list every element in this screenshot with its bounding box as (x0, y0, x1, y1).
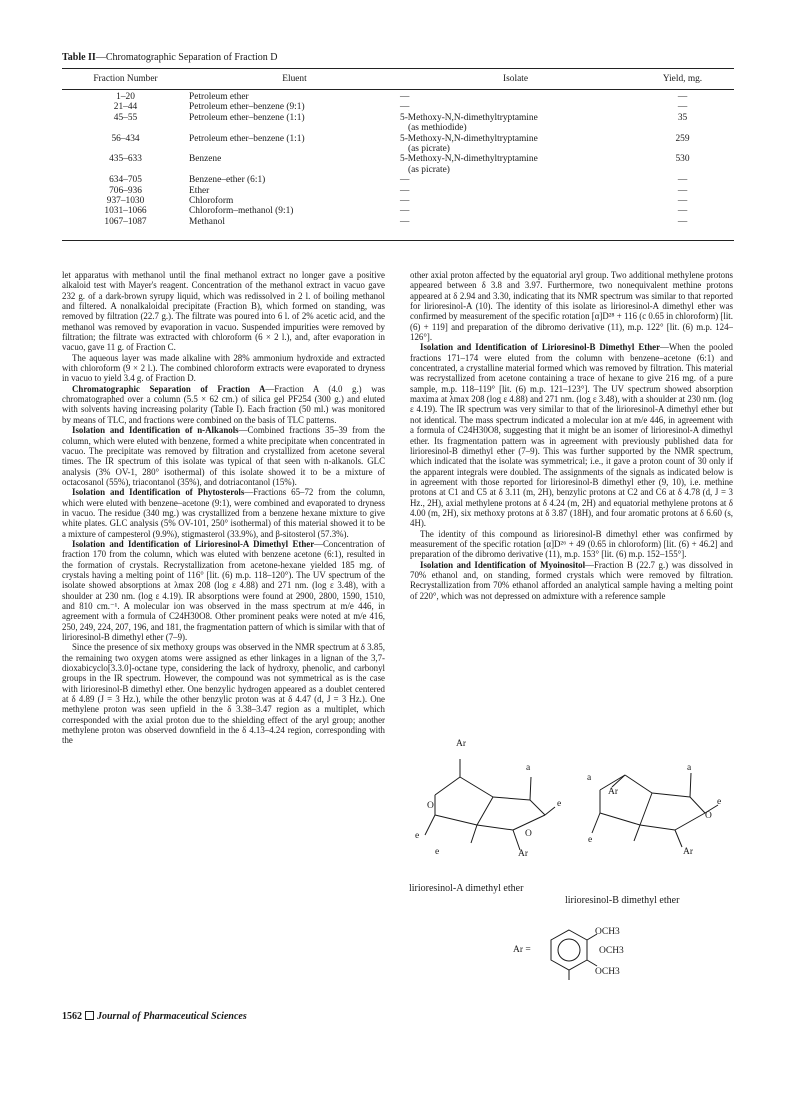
label-e-a-left: e (415, 831, 420, 841)
cell-yield: — (677, 206, 688, 217)
section-heading: Isolation and Identification of Phytosterols (72, 487, 245, 498)
cell-isolate (400, 92, 631, 102)
cell-eluent: Ether (189, 185, 210, 196)
cell-fraction-number: 937–1030 (106, 196, 145, 207)
cell-eluent: Petroleum ether–benzene (1:1) (189, 112, 305, 123)
cell-fraction-number: 21–44 (113, 102, 138, 113)
paragraph (62, 384, 385, 425)
header-yield: Yield, mg. (662, 73, 703, 84)
table-row (62, 113, 734, 134)
cell-isolate (400, 175, 631, 185)
cell-fraction-number: 1031–1066 (104, 206, 147, 217)
table-caption-text: —Chromatographic Separation of Fraction D (95, 52, 278, 63)
table-bottom-rule (62, 240, 734, 241)
cell-yield: — (677, 175, 688, 186)
paragraph-text: —Combined fractions 35–39 from the column, which were eluted with benzene, formed a white precipitate when concentrated in vacuo. The precipitate was removed by filtration and crystallized from acetone several times. The IR spectrum of this isolate was typical of that seen with n-alkanols. GLC analysis (3% OV-1, 280° isothermal) of this isolate showed it to be a mixture of octacosanol (55%), triacontanol (35%), and dotriacontanol (15%). (62, 425, 385, 487)
cell-yield: — (677, 92, 688, 102)
cell-yield: — (677, 196, 688, 207)
label-ar-a-bottom: Ar (518, 849, 529, 859)
table-row (62, 206, 734, 216)
table-row (62, 217, 734, 227)
cell-fraction-number: 634–705 (109, 175, 142, 186)
isolate-name: — (400, 185, 410, 196)
page-number: 1562 (62, 1011, 82, 1022)
cell-eluent: Chloroform (189, 196, 234, 207)
table-row (62, 92, 734, 102)
paragraph-text: —When the pooled fractions 171–174 were eluted from the column with benzene–acetone (6:1) and concentrated, a crystalline material formed which was removed by filtration. This material was recrystallized from acetone containing a trace of hexane to give 216 mg. of a pure sample, m.p. 118–119° [lit. (6) m.p. 121–123°]. The UV spectrum showed absorption maxima at λmax 208 (log ε 4.88) and 271 nm. (log ε 3.48), with a shoulder at 230 nm. (log ε 4.19). The IR spectrum was very similar to that of the lirioresinol-A dimethyl ether but not identical. The mass spectrum indicated a molecular ion at m/e 446, in agreement with a formula of C24H30O8, suggesting that it might be an isomer of lirioresinol-A dimethyl ether. Its fragmentation pattern was in agreement with previously published data for lirioresinol-B dimethyl ether (7–9). This was further supported by the NMR spectrum, which indicated that the isolate was symmetrical; i.e., it gave a proton count of 30 only if the apparent integrals were doubled. The assignments of the signals as indicated below is in agreement with those reported for lirioresinol-B dimethyl ether (9, 10), i.e. methine protons at C1 and C5 at δ 3.11 (m, 2H), benzylic protons at C2 and C6 at δ 4.78 (d, J = 3 Hz., 2H), axial methylene protons at δ 4.24 (m, 2H) and equatorial methylene protons at δ 4.00 (m, 2H), six methoxy protons at δ 3.87 (18H), and four aromatic protons at δ 6.60 (s, 4H). (410, 342, 733, 529)
cell-isolate (400, 217, 631, 227)
label-a-b-right: a (687, 763, 692, 773)
cell-isolate (400, 102, 631, 112)
paragraph-text: —Fractions 65–72 from the column, which were eluted with benzene–acetone (9:1), were combined and evaporated to dryness in vacuo. The residue (340 mg.) was crystallized from a benzene hexane mixture to give white plates. GLC analysis (5% OV-101, 250° isothermal) of this material showed it to be a mixture of campesterol (9.9%), stigmasterol (33.9%), and β-sitosterol (57.3%). (62, 487, 385, 539)
label-e-a-bottom: e (435, 847, 440, 857)
header-fraction-number: Fraction Number (93, 73, 158, 84)
section-heading: Chromatographic Separation of Fraction A (72, 383, 266, 394)
paragraph (410, 560, 733, 601)
isolate-name: — (400, 206, 410, 217)
paragraph-text: Since the presence of six methoxy groups was observed in the NMR spectrum at δ 3.85, the remaining two oxygen atoms were assigned as ether linkages in a lignan of the 3,7-dioxabicyclo[3.3.0]-octane type, considering the lack of hydroxy, phenolic, and carbonyl groups in the IR spectrum. However, the compound was not symmetrical as is the case with lirioresinol-B dimethyl ether. One benzylic hydrogen appeared as a doublet centered at δ 4.89 (J = 3 Hz.), while the other benzylic proton was at δ 4.47 (d, J = 3 Hz.). One methylene proton was seen upfield in the δ 3.38–3.47 region as a multiplet, which corresponded with the axial proton due to the shielding effect of the aryl group; another methylene proton was observed downfield in the δ 4.13–4.24 region, corresponding with the (62, 642, 385, 746)
right-text-column (410, 270, 733, 735)
isolate-name: — (400, 216, 410, 227)
label-a-axial-a: a (526, 763, 531, 773)
cell-yield: 259 (675, 133, 690, 144)
table-row (62, 175, 734, 185)
isolate-name: 5-Methoxy-N,N-dimethyltryptamine (400, 133, 538, 144)
section-heading: Isolation and Identification of Myoinositol (420, 559, 586, 570)
label-ome-middle: OCH3 (599, 946, 624, 956)
cell-yield: — (677, 216, 688, 227)
paragraph (410, 342, 733, 528)
label-e-b-left: e (588, 835, 593, 845)
paragraph (62, 539, 385, 642)
cell-isolate (400, 196, 631, 206)
paragraph-text: The aqueous layer was made alkaline with 28% ammonium hydroxide and extracted with chloroform (9 × 2 l.). The combined chloroform extracts were evaporated to dryness in vacuo to yield 3.4 g. of Fraction D. (62, 352, 385, 384)
label-ar-b-top: Ar (608, 787, 619, 797)
cell-yield: — (677, 185, 688, 196)
label-ar-a-top: Ar (456, 739, 467, 749)
cell-isolate (400, 134, 631, 155)
label-ome-bottom: OCH3 (595, 967, 620, 977)
label-e-b-right: e (717, 797, 722, 807)
cell-isolate (400, 186, 631, 196)
left-text-column (62, 270, 385, 746)
table-caption-label: Table II (62, 52, 96, 63)
table-row (62, 196, 734, 206)
isolate-name: 5-Methoxy-N,N-dimethyltryptamine (400, 154, 538, 165)
cell-eluent: Methanol (189, 216, 225, 227)
cell-fraction-number: 435–633 (109, 154, 142, 165)
isolate-name: — (400, 92, 410, 102)
cell-eluent: Chloroform–methanol (9:1) (189, 206, 294, 217)
isolate-name: — (400, 175, 410, 186)
cell-fraction-number: 1–20 (116, 92, 135, 102)
paragraph (62, 642, 385, 745)
page-footer (62, 1011, 247, 1022)
label-ome-top: OCH3 (595, 927, 620, 937)
section-heading: Isolation and Identification of n-Alkanols (72, 425, 239, 436)
table-row (62, 134, 734, 155)
label-ar-definition: Ar = (513, 945, 531, 955)
cell-isolate (400, 154, 631, 175)
table-caption (62, 52, 277, 63)
paragraph (410, 529, 733, 560)
paragraph (62, 270, 385, 353)
lirioresinol-b-structure (570, 735, 735, 875)
table-row (62, 186, 734, 196)
cell-eluent: Benzene–ether (6:1) (189, 175, 266, 186)
header-isolate: Isolate (503, 73, 528, 84)
cell-fraction-number: 1067–1087 (104, 216, 147, 227)
paragraph-text: —Fraction A (4.0 g.) was chromatographed over a column (5.5 × 62 cm.) of silica gel PF254 (300 g.) and eluted with solvents having increasing polarity (Table I). Each fraction (50 ml.) was monitored by means of TLC, and fractions were combined on the basis of TLC patterns. (62, 383, 386, 425)
cell-isolate (400, 206, 631, 216)
paragraph-text: —Concentration of fraction 170 from the column, which was eluted with benzene acetone (6:1), resulted in the formation of crystals. Recrystallization from acetone-hexane yielded 185 mg. of crystals having a melting point of 116° [lit. (6) m.p. 118–120°). The UV spectrum of the isolate showed absorptions at λmax 208 (log ε 4.88) and 271 nm. (log ε 3.48), with a shoulder at 230 nm. (log ε 4.19). IR absorptions were found at 2900, 2800, 1590, 1510, and 810 cm.⁻¹. A molecular ion was observed in the mass spectrum at m/e 446, in agreement with a formula of C24H30O8. Other prominent peaks were noted at m/e 416, 250, 249, 224, 207, 196, and 181, the fragmentation pattern of which is similar with that of lirioresinol-B dimethyl ether (7–9). (62, 538, 385, 643)
caption-lirioresinol-b: lirioresinol-B dimethyl ether (565, 895, 680, 906)
cell-yield: — (677, 102, 688, 113)
section-heading: Isolation and Identification of Lirioresinol-B Dimethyl Ether (420, 342, 661, 353)
cell-fraction-number: 45–55 (113, 112, 138, 123)
label-e-equatorial-a: e (557, 799, 562, 809)
cell-eluent: Petroleum ether–benzene (9:1) (189, 102, 305, 113)
label-o-b-right: O (705, 811, 712, 821)
label-o-a-left: O (427, 801, 434, 811)
fraction-table (62, 72, 734, 227)
table-row (62, 154, 734, 175)
paragraph (62, 353, 385, 384)
isolate-form: (as picrate) (408, 144, 450, 155)
paragraph-text: let apparatus with methanol until the final methanol extract no longer gave a positive alkaloid test with Mayer's reagent. Concentration of the methanol extract in vacuo gave 232 g. of a dark-brown syrupy liquid, which was redissolved in 2 l. of boiling methanol and filtered. A nonalkaloidal precipitate (Fraction B), which formed on standing, was removed by filtration (22.7 g.). The filtrate was poured into 6 l. of 2% acetic acid, and the methanol was removed by evaporation in vacuo. Suspended impurities were removed by filtration; the filtrate was extracted with chloroform (6 × 2 l.), and, after evaporation in vacuo, gave 11 g. of Fraction C. (62, 270, 385, 353)
cell-yield: 530 (675, 154, 690, 165)
paragraph-text: other axial proton affected by the equatorial aryl group. Two additional methylene protons appeared between δ 3.8 and 3.97. Furthermore, two nonequivalent methine protons appeared at δ 2.94 and 3.30, indicating that its NMR spectrum was similar to that reported for lirioresinol-A (10). The identity of this isolate as lirioresinol-A dimethyl ether was confirmed by measurement of the specific rotation [α]D²⁸ + 116 (c 0.65 in chloroform) [lit. (6) + 119] and preparation of the dibromo derivative (11), m.p. 122° [lit. (6) m.p. 124–126°]. (410, 270, 733, 343)
cell-fraction-number: 56–434 (111, 133, 140, 144)
table-row (62, 102, 734, 112)
paragraph (62, 425, 385, 487)
paragraph-text: —Fraction B (22.7 g.) was dissolved in 70% ethanol and, on standing, formed crystals which were removed by filtration. Recrystallization from 70% ethanol afforded an analytical sample having a melting point of 220°, which was not depressed on admixture with a reference sample (410, 559, 733, 601)
table-header-row (62, 72, 734, 92)
structures-figure (405, 735, 735, 980)
label-o-a-right: O (525, 829, 532, 839)
isolate-form: (as picrate) (408, 164, 450, 175)
aryl-ring-structure (539, 922, 599, 982)
caption-lirioresinol-a: lirioresinol-A dimethyl ether (409, 883, 524, 894)
label-ar-b-bottom: Ar (683, 847, 694, 857)
paragraph (410, 270, 733, 342)
cell-yield: 35 (677, 112, 688, 123)
cell-isolate (400, 113, 631, 134)
label-a-b-left: a (587, 773, 592, 783)
isolate-name: 5-Methoxy-N,N-dimethyltryptamine (400, 112, 538, 123)
section-heading: Isolation and Identification of Lirioresinol-A Dimethyl Ether (72, 538, 315, 549)
isolate-form: (as methiodide) (408, 123, 467, 134)
table-top-rule (62, 68, 734, 69)
paragraph-text: The identity of this compound as lirioresinol-B dimethyl ether was confirmed by measurement of the specific rotation [α]D²⁶ + 49 (0.65 in chloroform) [lit. (6) + 46.2] and preparation of the dibromo derivative (11), m.p. 153° [lit. (6) m.p. 152–155°]. (410, 528, 733, 560)
cell-eluent: Petroleum ether (189, 92, 249, 102)
paragraph (62, 487, 385, 539)
cell-eluent: Benzene (189, 154, 222, 165)
journal-name: Journal of Pharmaceutical Sciences (97, 1011, 247, 1022)
isolate-name: — (400, 102, 410, 113)
header-eluent: Eluent (282, 73, 307, 84)
cell-eluent: Petroleum ether–benzene (1:1) (189, 133, 305, 144)
footer-box-glyph (85, 1011, 94, 1020)
cell-fraction-number: 706–936 (109, 185, 142, 196)
isolate-name: — (400, 196, 410, 207)
